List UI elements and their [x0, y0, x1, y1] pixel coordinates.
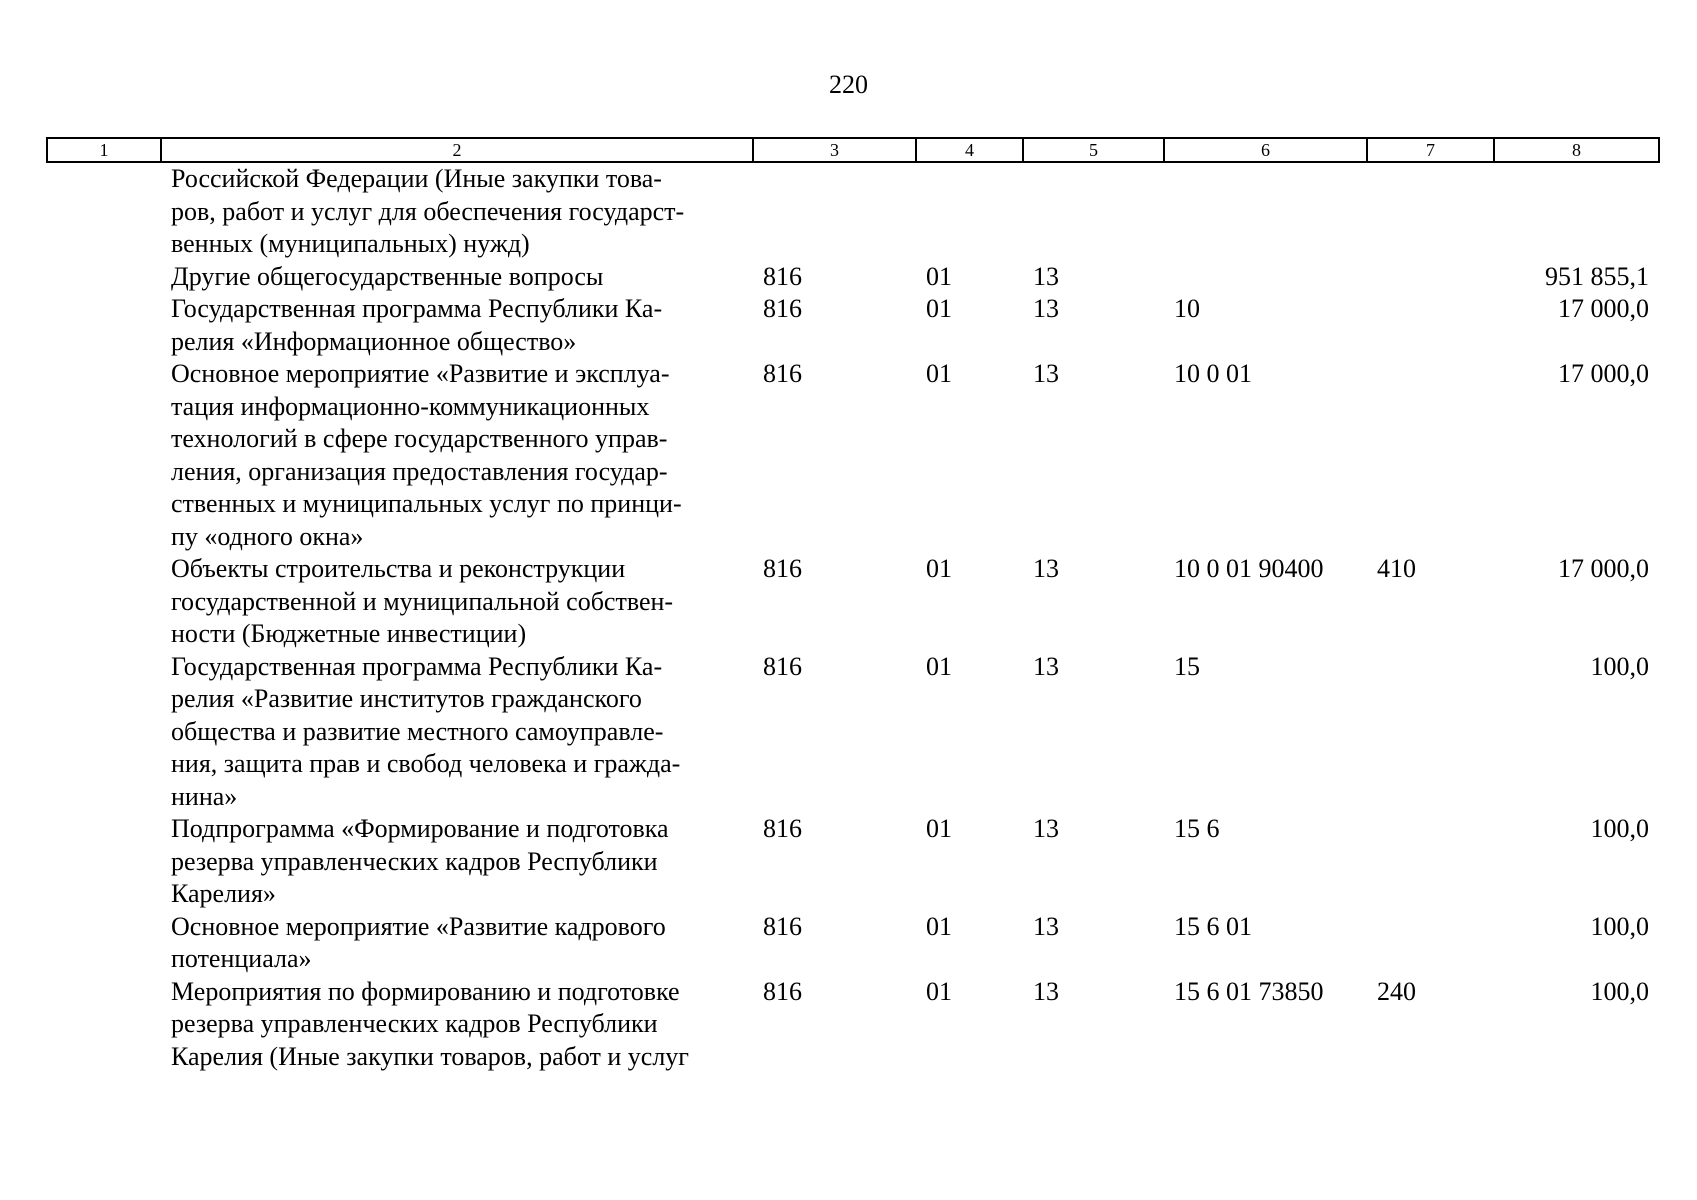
code-cell: [753, 162, 916, 261]
description-cell: Основное мероприятие «Развитие кадрового потенциала»: [171, 911, 666, 973]
row-number-cell: [47, 293, 161, 358]
expense-type-cell: [1367, 162, 1494, 261]
description-cell: Объекты строительства и реконструкции государственной и муниципальной собствен- ности (Бюджетные инвестиции): [171, 554, 674, 648]
code-cell: 816: [763, 814, 802, 843]
row-number-cell: [47, 813, 161, 911]
description-cell: Государственная программа Республики Ка- релия «Развитие институтов гражданского общества и развитие местного самоуправле- ния, защита прав и свобод человека и гражда- нина»: [171, 651, 681, 811]
column-number-6: 6: [1164, 138, 1367, 162]
expense-type-cell: 410: [1377, 554, 1416, 583]
section-cell: 01: [926, 976, 952, 1006]
subsection-cell: 13: [1033, 814, 1059, 843]
description-cell: Российской Федерации (Иные закупки това- ров, работ и услуг для обеспечения государст- венных (муниципальных) нужд): [171, 164, 685, 258]
target-cell: 15 6: [1174, 814, 1220, 843]
column-number-4: 4: [916, 138, 1023, 162]
section-cell: 01: [926, 814, 952, 843]
target-cell: 15 6 01 73850: [1174, 976, 1324, 1006]
table-row: [47, 162, 1659, 261]
row-number-cell: [47, 162, 161, 261]
expense-type-cell: [1367, 651, 1494, 814]
subsection-cell: 13: [1033, 554, 1059, 583]
description-cell: Подпрограмма «Формирование и подготовка резерва управленческих кадров Республики Карелия»: [171, 814, 669, 908]
expense-type-cell: [1367, 358, 1494, 553]
code-cell: 816: [763, 976, 802, 1006]
target-cell: 10 0 01: [1174, 359, 1252, 388]
subsection-cell: 13: [1033, 294, 1059, 323]
code-cell: 816: [763, 359, 802, 388]
subsection-cell: 13: [1033, 261, 1059, 291]
code-cell: 816: [763, 554, 802, 583]
budget-table: [46, 137, 1660, 1073]
page-number: 220: [829, 70, 868, 99]
target-cell: 10: [1174, 294, 1200, 323]
row-number-cell: [47, 261, 161, 294]
target-cell: 15 6 01: [1174, 911, 1252, 941]
amount-cell: 100,0: [1590, 814, 1649, 843]
column-number-7: 7: [1367, 138, 1494, 162]
row-number-cell: [47, 358, 161, 553]
column-number-8: 8: [1494, 138, 1659, 162]
table-row: [47, 358, 1659, 553]
subsection-cell: [1023, 162, 1164, 261]
amount-cell: [1494, 162, 1659, 261]
column-number-2: 2: [161, 138, 753, 162]
row-number-cell: [47, 976, 161, 1074]
amount-cell: 17 000,0: [1558, 294, 1649, 323]
target-cell: 15: [1174, 651, 1200, 681]
column-number-row: [47, 138, 1659, 162]
table-row: [47, 813, 1659, 911]
subsection-cell: 13: [1033, 911, 1059, 941]
code-cell: 816: [763, 294, 802, 323]
subsection-cell: 13: [1033, 359, 1059, 388]
table-row: [47, 911, 1659, 976]
description-cell: Другие общегосударственные вопросы: [171, 261, 604, 291]
expense-type-cell: [1367, 911, 1494, 976]
section-cell: 01: [926, 294, 952, 323]
section-cell: 01: [926, 359, 952, 388]
expense-type-cell: [1367, 813, 1494, 911]
amount-cell: 951 855,1: [1545, 261, 1649, 291]
row-number-cell: [47, 651, 161, 814]
section-cell: 01: [926, 554, 952, 583]
expense-type-cell: [1367, 293, 1494, 358]
column-number-1: 1: [47, 138, 161, 162]
code-cell: 816: [763, 651, 802, 681]
subsection-cell: 13: [1033, 651, 1059, 681]
amount-cell: 17 000,0: [1558, 359, 1649, 388]
expense-type-cell: 240: [1377, 976, 1416, 1006]
section-cell: 01: [926, 651, 952, 681]
table-row: [47, 293, 1659, 358]
expense-type-cell: [1367, 261, 1494, 294]
section-cell: [916, 162, 1023, 261]
row-number-cell: [47, 553, 161, 651]
amount-cell: 100,0: [1590, 976, 1649, 1006]
code-cell: 816: [763, 261, 802, 291]
table-row: [47, 261, 1659, 294]
description-cell: Основное мероприятие «Развитие и эксплуа- тация информационно-коммуникационных технологий в сфере государственного управ- ления, организация предоставления государ- ственных и муниципальных услуг по принци- пу «одного окна»: [171, 359, 682, 551]
section-cell: 01: [926, 911, 952, 941]
target-cell: [1164, 261, 1367, 294]
subsection-cell: 13: [1033, 976, 1059, 1006]
amount-cell: 100,0: [1590, 651, 1649, 681]
amount-cell: 100,0: [1590, 911, 1649, 941]
code-cell: 816: [763, 911, 802, 941]
description-cell: Мероприятия по формированию и подготовке резерва управленческих кадров Республики Карелия (Иные закупки товаров, работ и услуг: [171, 976, 689, 1071]
table-row: [47, 553, 1659, 651]
target-cell: [1164, 162, 1367, 261]
section-cell: 01: [926, 261, 952, 291]
table-row: [47, 651, 1659, 814]
amount-cell: 17 000,0: [1558, 554, 1649, 583]
column-number-5: 5: [1023, 138, 1164, 162]
row-number-cell: [47, 911, 161, 976]
target-cell: 10 0 01 90400: [1174, 554, 1324, 583]
column-number-3: 3: [753, 138, 916, 162]
description-cell: Государственная программа Республики Ка- релия «Информационное общество»: [171, 294, 663, 356]
table-row: [47, 976, 1659, 1074]
